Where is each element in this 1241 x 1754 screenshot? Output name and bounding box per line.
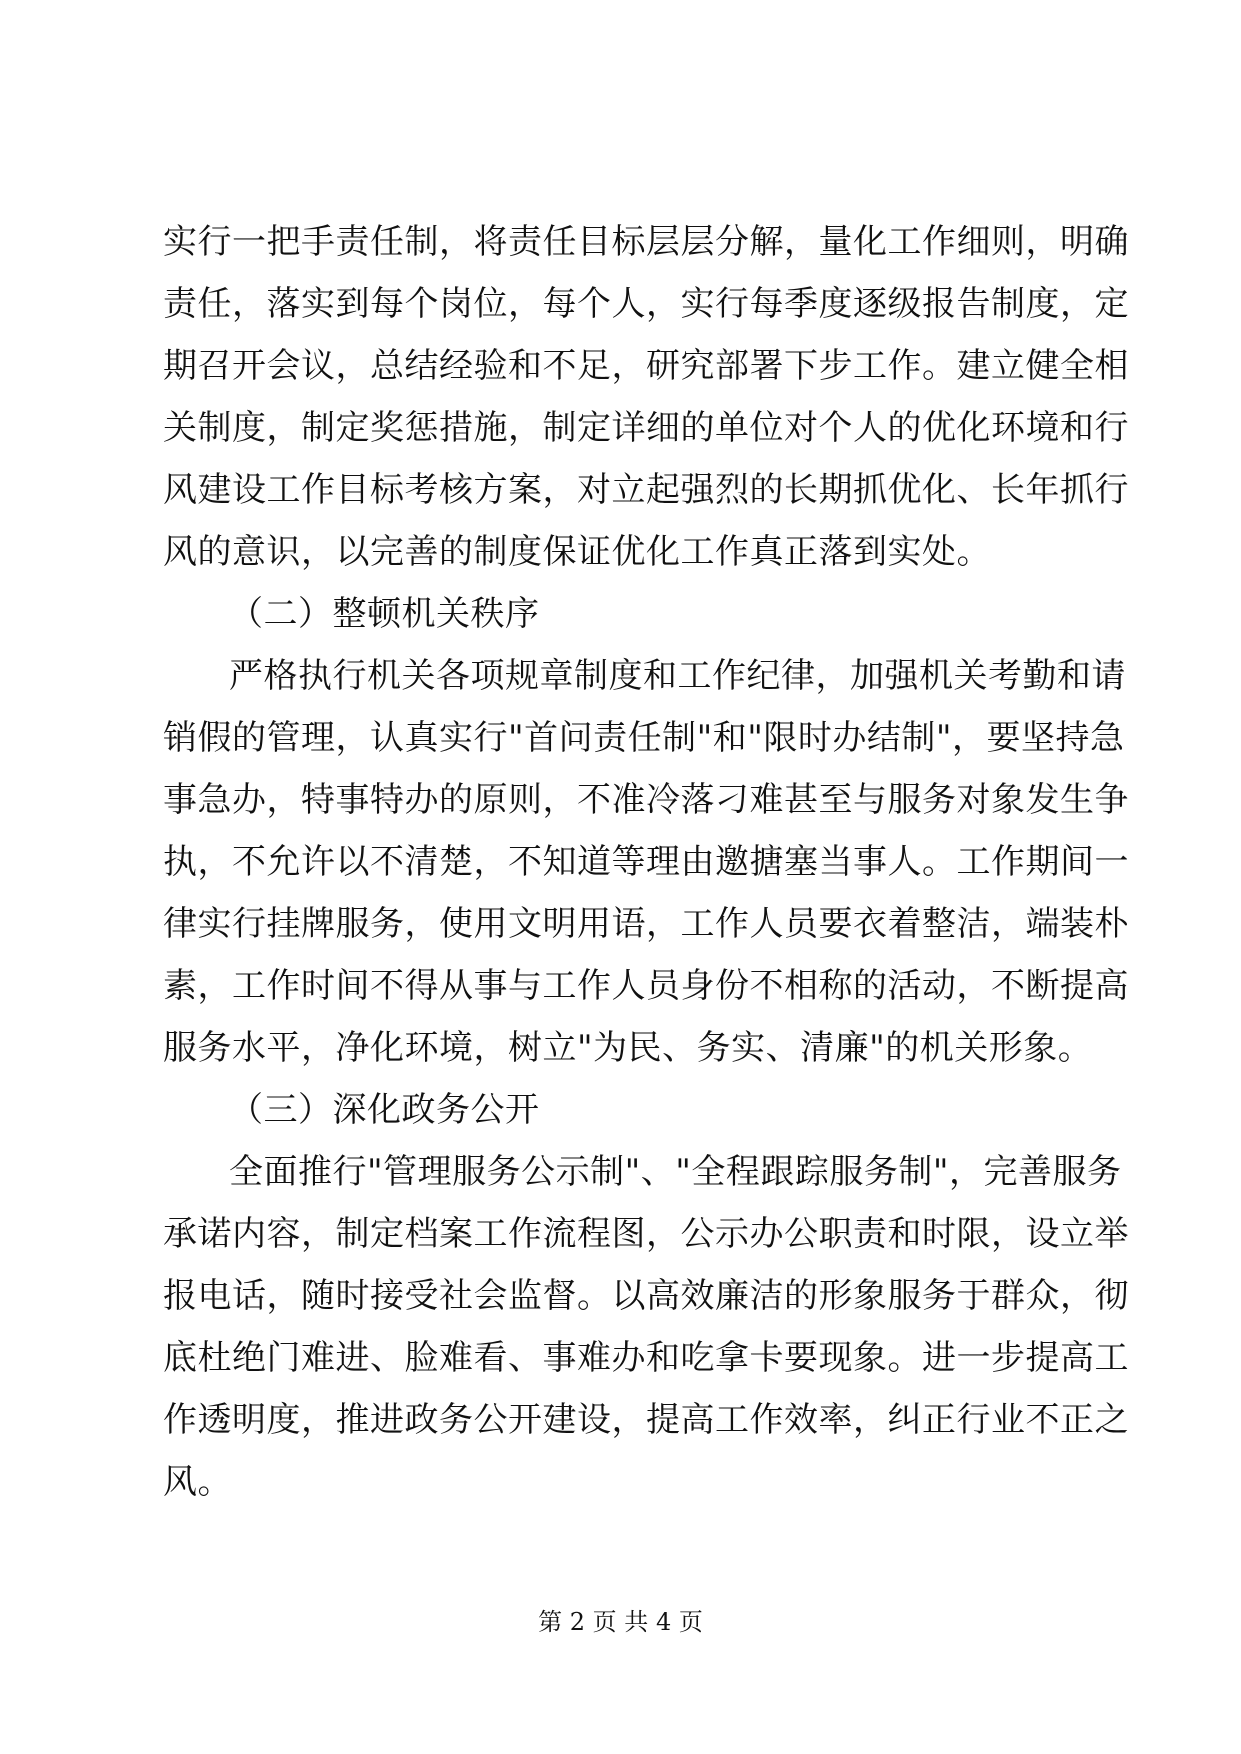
page-number-footer: 第 2 页 共 4 页 bbox=[538, 1608, 703, 1636]
paragraph-line: 事急办，特事特办的原则，不准冷落刁难甚至与服务对象发生争 bbox=[163, 780, 1129, 820]
paragraph-line: 实行一把手责任制，将责任目标层层分解，量化工作细则，明确 bbox=[163, 222, 1129, 262]
paragraph-line: 底杜绝门难进、脸难看、事难办和吃拿卡要现象。进一步提高工 bbox=[163, 1338, 1129, 1378]
paragraph-line: 作透明度，推进政务公开建设，提高工作效率，纠正行业不正之 bbox=[163, 1400, 1129, 1440]
paragraph-line: 风建设工作目标考核方案，对立起强烈的长期抓优化、长年抓行 bbox=[163, 470, 1129, 510]
paragraph-line: 责任，落实到每个岗位，每个人，实行每季度逐级报告制度，定 bbox=[163, 284, 1129, 324]
paragraph-line: 执，不允许以不清楚，不知道等理由邀搪塞当事人。工作期间一 bbox=[163, 842, 1129, 882]
paragraph-line: 素，工作时间不得从事与工作人员身份不相称的活动，不断提高 bbox=[163, 966, 1129, 1006]
paragraph-line: 风的意识，以完善的制度保证优化工作真正落到实处。 bbox=[163, 532, 991, 572]
paragraph-line: 全面推行"管理服务公示制"、"全程跟踪服务制"，完善服务 bbox=[229, 1152, 1122, 1192]
paragraph-line: 服务水平，净化环境，树立"为民、务实、清廉"的机关形象。 bbox=[163, 1028, 1093, 1068]
paragraph-line: 期召开会议，总结经验和不足，研究部署下步工作。建立健全相 bbox=[163, 346, 1129, 386]
paragraph-line: 严格执行机关各项规章制度和工作纪律，加强机关考勤和请 bbox=[229, 656, 1126, 696]
paragraph-line: 承诺内容，制定档案工作流程图，公示办公职责和时限，设立举 bbox=[163, 1214, 1129, 1254]
section-heading: （二）整顿机关秩序 bbox=[229, 594, 540, 634]
section-heading: （三）深化政务公开 bbox=[229, 1090, 540, 1130]
paragraph-line: 关制度，制定奖惩措施，制定详细的单位对个人的优化环境和行 bbox=[163, 408, 1129, 448]
paragraph-line: 风。 bbox=[163, 1462, 232, 1502]
paragraph-line: 销假的管理，认真实行"首问责任制"和"限时办结制"，要坚持急 bbox=[163, 718, 1125, 758]
paragraph-line: 报电话，随时接受社会监督。以高效廉洁的形象服务于群众，彻 bbox=[163, 1276, 1129, 1316]
paragraph-line: 律实行挂牌服务，使用文明用语，工作人员要衣着整洁，端装朴 bbox=[163, 904, 1129, 944]
